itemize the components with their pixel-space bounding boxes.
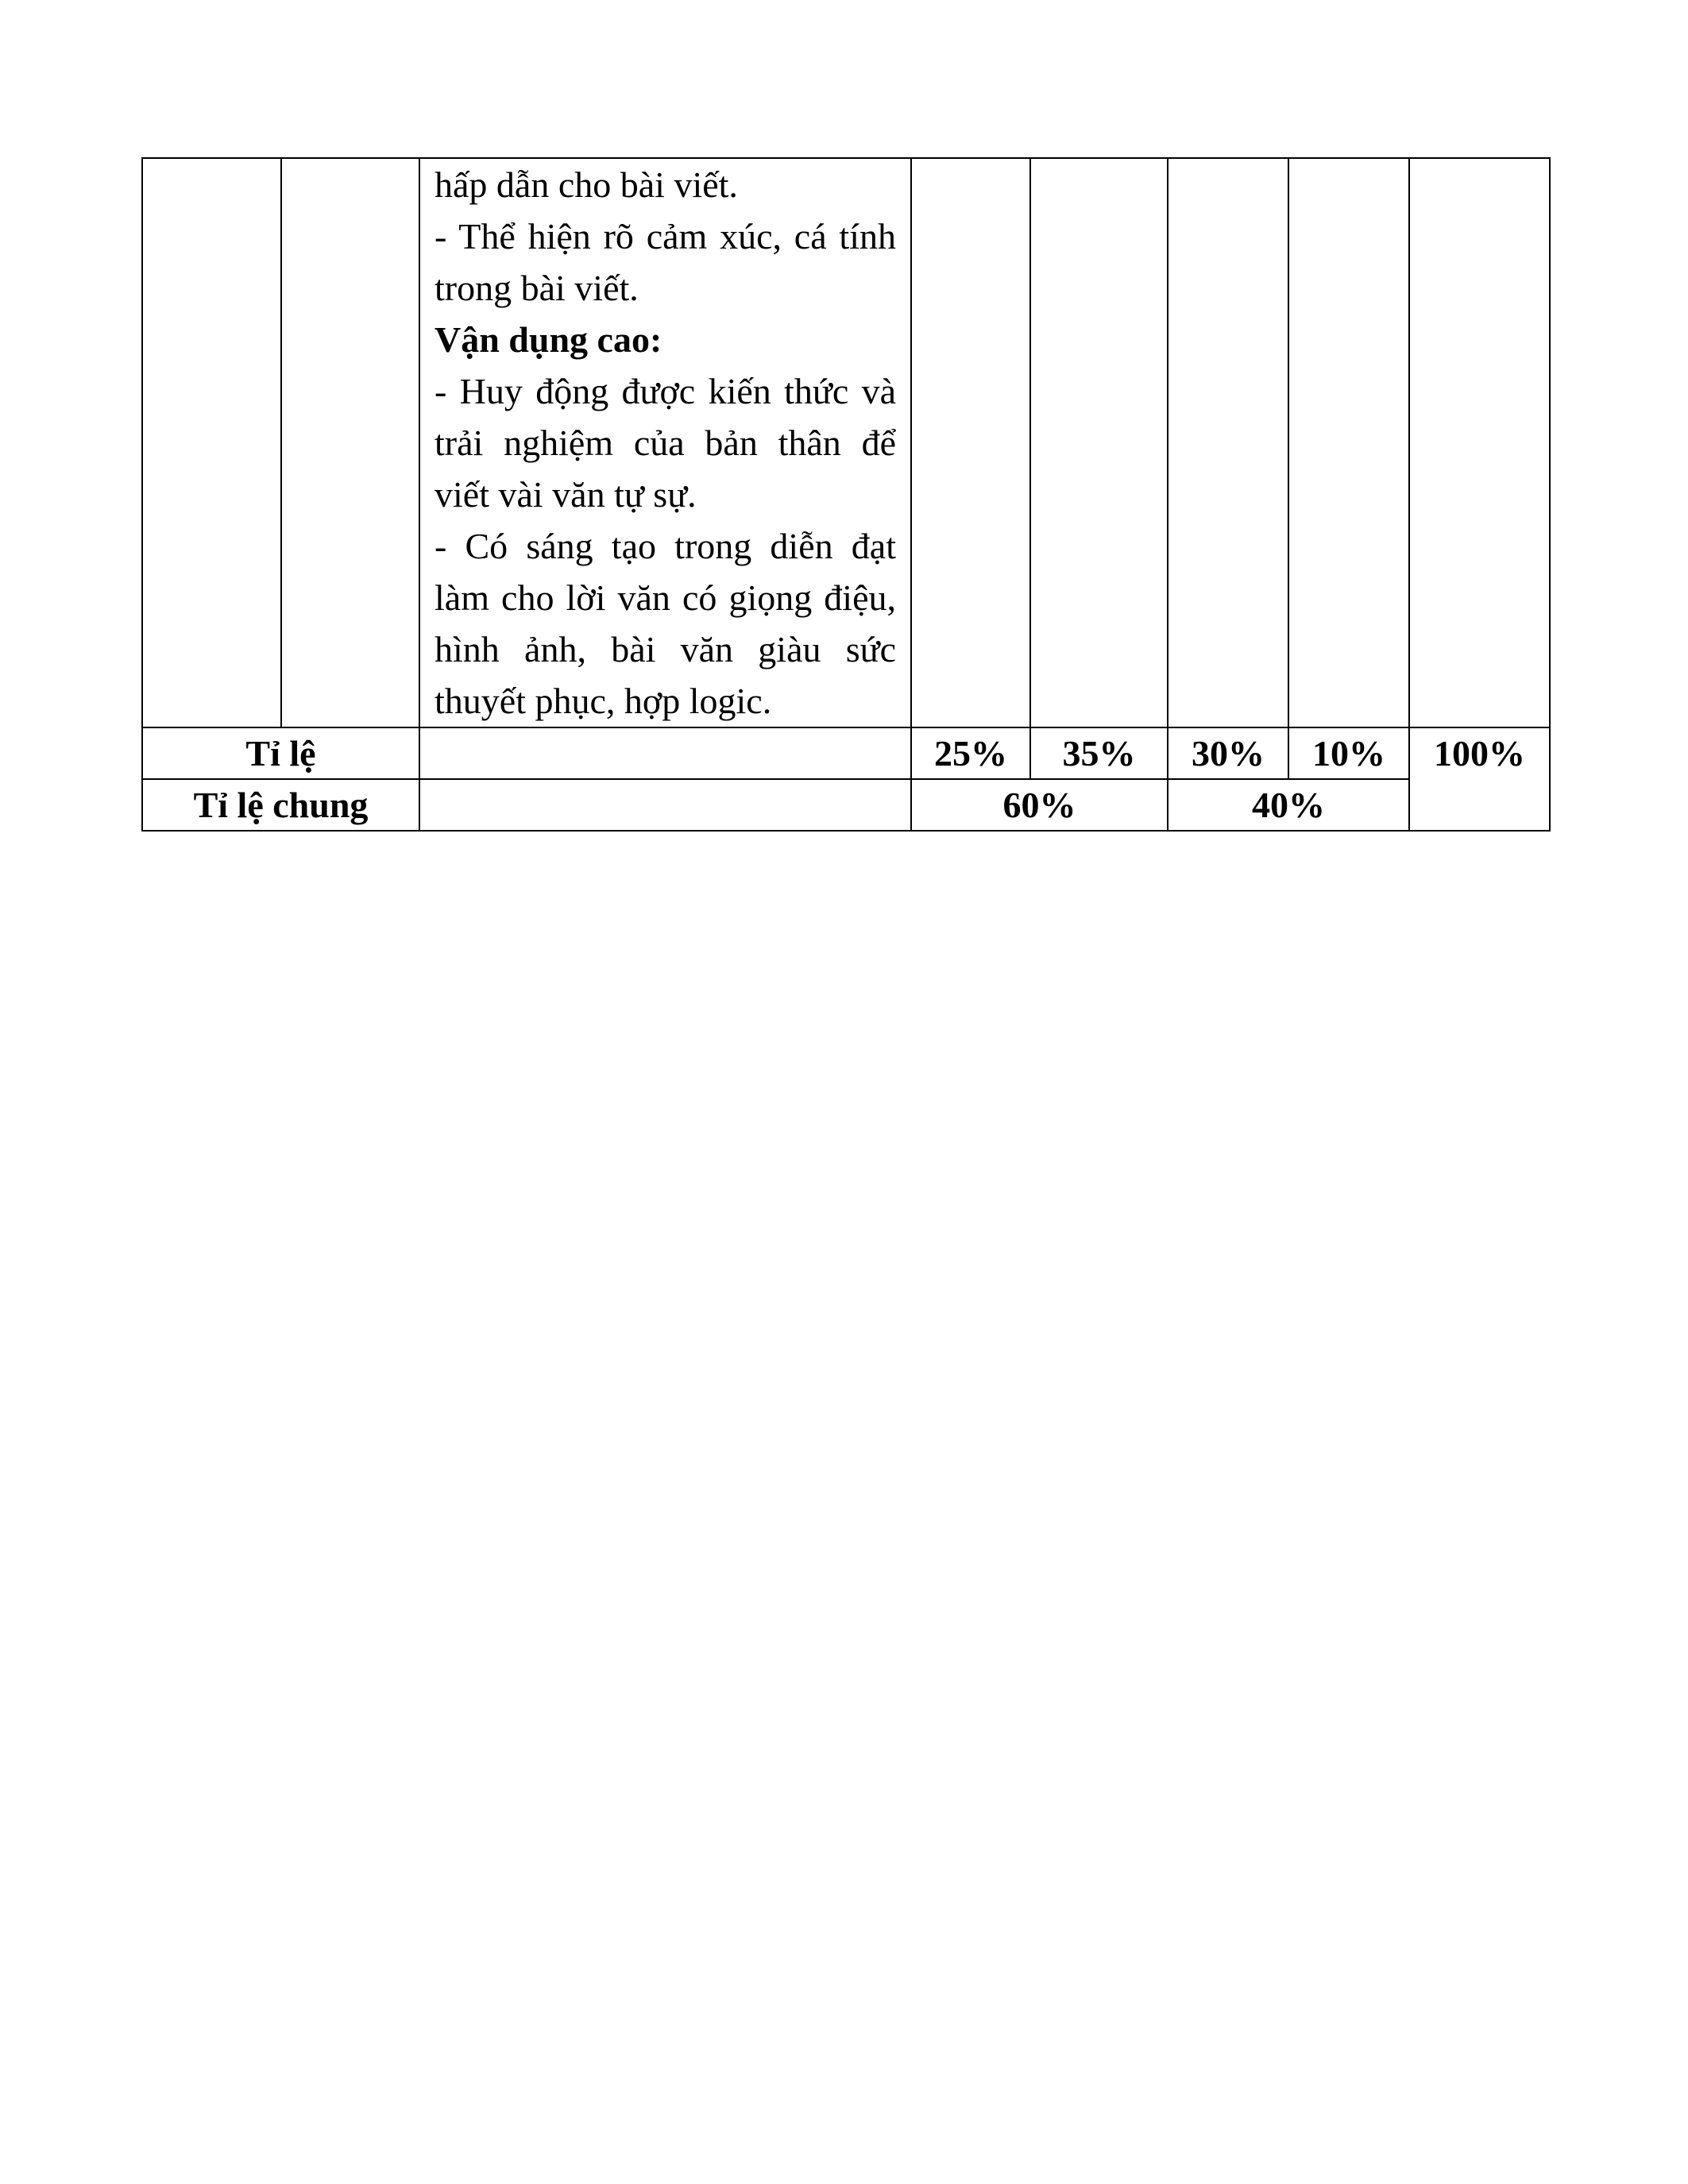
description-heading: Vận dụng cao:	[435, 319, 662, 360]
empty-cell	[1168, 158, 1288, 727]
ratio-value: 30%	[1168, 727, 1288, 779]
empty-cell	[142, 158, 281, 727]
description-line: - Huy động được kiến thức và trải nghiệm của bản thân để viết vài văn tự sự.	[435, 371, 896, 515]
description-line: - Có sáng tạo trong diễn đạt làm cho lời văn có giọng điệu, hình ảnh, bài văn giàu sức thuyết phục, hợp logic.	[435, 526, 896, 721]
ratio-label: Tỉ lệ	[142, 727, 419, 779]
empty-cell	[1030, 158, 1168, 727]
empty-cell	[1288, 158, 1409, 727]
ratio-value: 10%	[1288, 727, 1409, 779]
description-line: hấp dẫn cho bài viết.	[435, 164, 738, 205]
ratio-value: 35%	[1030, 727, 1168, 779]
ratio-row	[142, 727, 1550, 779]
empty-cell	[911, 158, 1030, 727]
empty-cell	[281, 158, 419, 727]
general-ratio-group2: 40%	[1168, 779, 1409, 831]
general-ratio-label: Tỉ lệ chung	[142, 779, 419, 831]
assessment-matrix-table	[141, 157, 1551, 832]
ratio-value: 25%	[911, 727, 1030, 779]
description-line: - Thể hiện rõ cảm xúc, cá tính trong bài viết.	[435, 216, 896, 308]
empty-cell	[1409, 158, 1550, 727]
total-ratio: 100%	[1409, 727, 1550, 831]
general-ratio-group1: 60%	[911, 779, 1168, 831]
empty-cell	[419, 727, 911, 779]
empty-cell	[419, 779, 911, 831]
general-ratio-row	[142, 779, 1550, 831]
requirement-description	[419, 158, 911, 727]
content-row	[142, 158, 1550, 727]
